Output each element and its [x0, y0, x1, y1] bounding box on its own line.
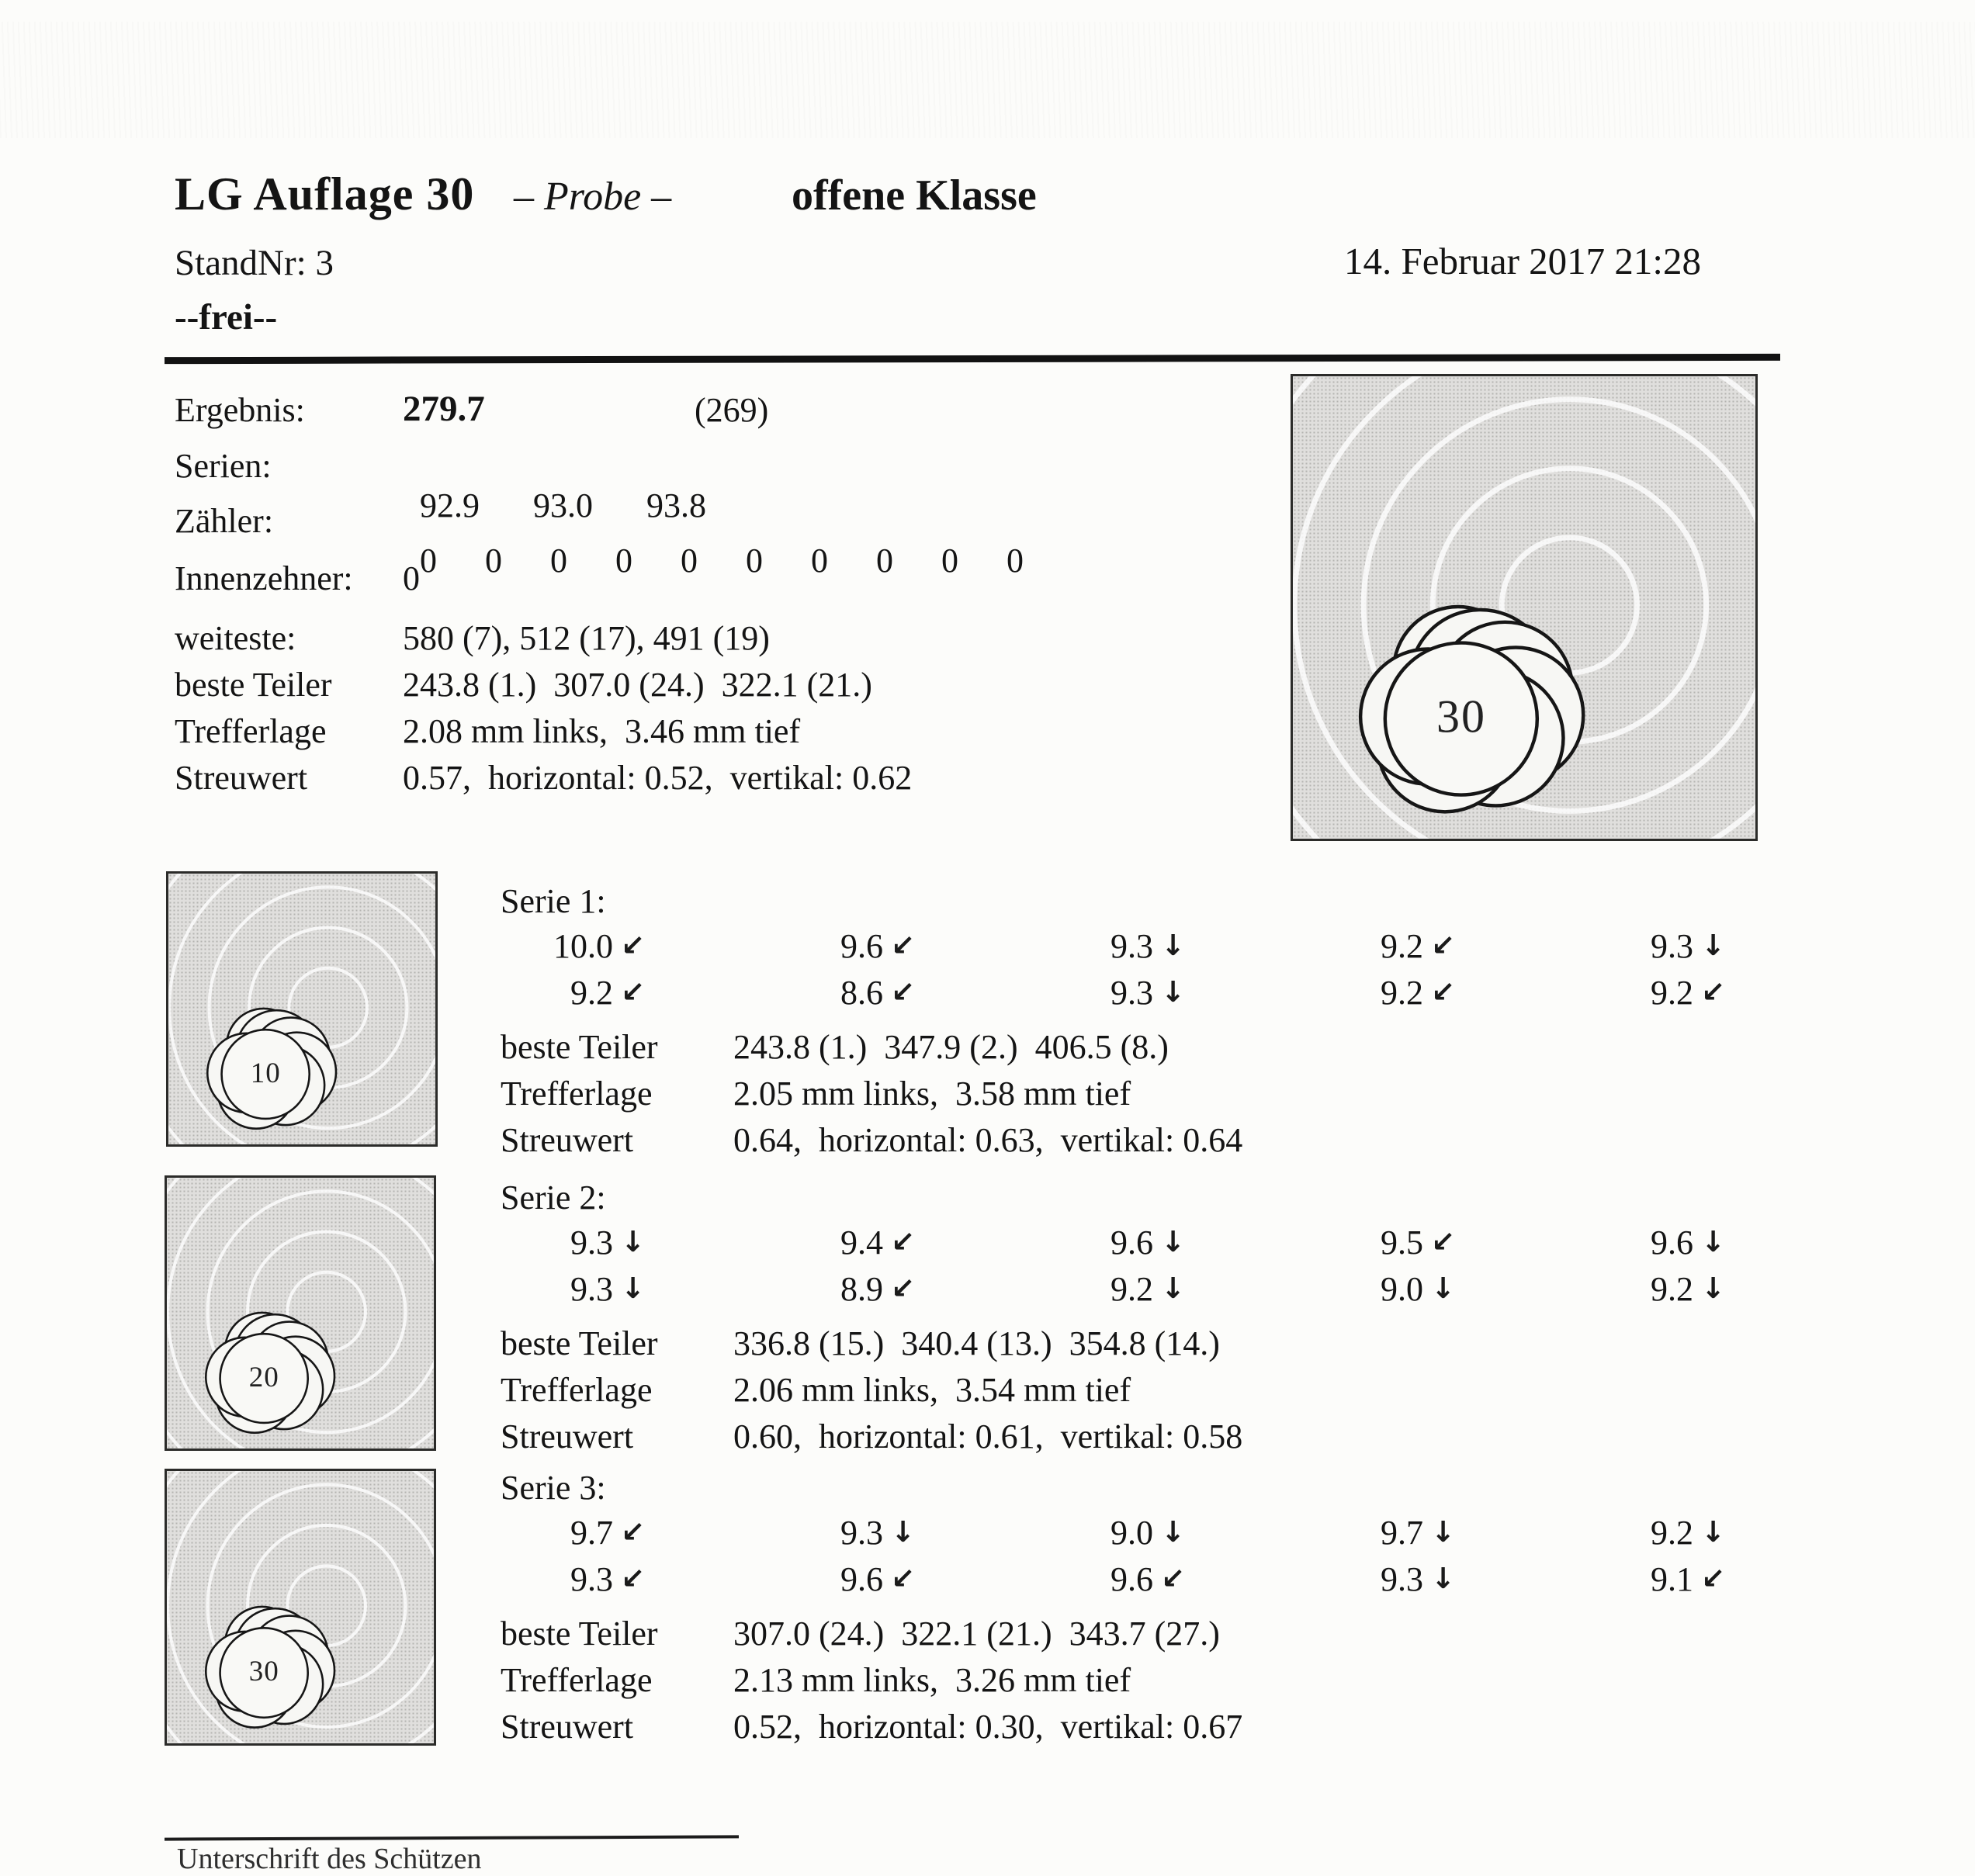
- target-shot-count-label: 20: [248, 1361, 279, 1393]
- shot-direction-arrow: ↓: [1701, 929, 1726, 962]
- zaehler-3: 0: [615, 542, 632, 580]
- shot-value: 9.2: [1651, 1270, 1693, 1308]
- shot-cell: [1577, 1269, 1847, 1309]
- shot-value: 9.3: [1111, 974, 1153, 1012]
- shot-value: 8.6: [840, 974, 883, 1012]
- shot-cell: [1307, 1513, 1577, 1552]
- serie-1-beste-teiler-value: 243.8 (1.) 347.9 (2.) 406.5 (8.): [733, 1028, 1169, 1066]
- target-rings-and-shots-graphic: [167, 1178, 434, 1449]
- serie-2-shot-row-1: [497, 1223, 1847, 1262]
- shot-direction-arrow: ↙: [891, 1272, 916, 1305]
- zaehler-9: 0: [1007, 542, 1024, 580]
- shot-direction-arrow: ↓: [1701, 1225, 1726, 1258]
- serie-1-title: Serie 1:: [501, 882, 606, 920]
- zaehler-4: 0: [681, 542, 698, 580]
- serie-2-beste-teiler-value: 336.8 (15.) 340.4 (13.) 354.8 (14.): [733, 1324, 1220, 1362]
- zaehler-label: Zähler:: [175, 502, 274, 540]
- target-rings-and-shots-graphic: [168, 874, 435, 1144]
- serie-3-streuwert-label: Streuwert: [501, 1708, 634, 1746]
- shot-direction-arrow: ↙: [621, 975, 646, 1009]
- shot-direction-arrow: ↓: [891, 1515, 916, 1549]
- shot-value: 9.7: [570, 1514, 613, 1552]
- weiteste-label: weiteste:: [175, 619, 296, 657]
- shot-cell: [767, 1269, 1037, 1309]
- shot-direction-arrow: ↓: [621, 1272, 646, 1305]
- shot-value: 9.6: [840, 927, 883, 965]
- serie-3-target-thumbnail: [165, 1469, 436, 1746]
- shot-direction-arrow: ↓: [1701, 1515, 1726, 1549]
- serie-3-beste-teiler-label: beste Teiler: [501, 1615, 658, 1653]
- shot-value: 8.9: [840, 1270, 883, 1308]
- shot-value: 9.2: [1651, 1514, 1693, 1552]
- serie-1-trefferlage-label: Trefferlage: [501, 1075, 653, 1113]
- serie-3-trefferlage-label: Trefferlage: [501, 1661, 653, 1699]
- serie-2-beste-teiler-label: beste Teiler: [501, 1324, 658, 1362]
- shot-direction-arrow: ↓: [1161, 1515, 1186, 1549]
- shot-direction-arrow: ↙: [621, 929, 646, 962]
- serie-3-streuwert-value: 0.52, horizontal: 0.30, vertikal: 0.67: [733, 1708, 1243, 1746]
- shot-value: 9.1: [1651, 1560, 1693, 1598]
- shot-cell: [1037, 973, 1307, 1012]
- serie-3-shot-row-2: [497, 1559, 1847, 1599]
- shot-direction-arrow: ↓: [1161, 1225, 1186, 1258]
- shot-value: 9.5: [1381, 1224, 1423, 1262]
- shot-direction-arrow: ↙: [621, 1515, 646, 1549]
- serie-1-trefferlage-value: 2.05 mm links, 3.58 mm tief: [733, 1075, 1131, 1113]
- shot-cell: [1037, 1559, 1307, 1599]
- shot-direction-arrow: ↓: [1431, 1515, 1456, 1549]
- shot-cell: [767, 1513, 1037, 1552]
- streuwert-value: 0.57, horizontal: 0.52, vertikal: 0.62: [403, 759, 913, 797]
- ergebnis-label: Ergebnis:: [175, 391, 305, 429]
- shot-value: 9.6: [840, 1560, 883, 1598]
- shot-cell: [1037, 1223, 1307, 1262]
- probe-subtitle: – Probe –: [514, 175, 672, 219]
- ergebnis-paren-value: (269): [695, 391, 769, 429]
- shot-cell: [1577, 1223, 1847, 1262]
- shot-cell: [1577, 973, 1847, 1012]
- zaehler-6: 0: [811, 542, 828, 580]
- trefferlage-label: Trefferlage: [175, 712, 327, 750]
- shot-value: 9.6: [1651, 1224, 1693, 1262]
- zaehler-1: 0: [485, 542, 502, 580]
- zaehler-0: 0: [420, 542, 437, 580]
- shot-cell: [497, 1223, 767, 1262]
- serie-2-trefferlage-label: Trefferlage: [501, 1371, 653, 1409]
- serie-1-shot-row-1: [497, 926, 1847, 966]
- shot-cell: [767, 1559, 1037, 1599]
- shot-cell: [1037, 1269, 1307, 1309]
- stand-number: StandNr: 3: [175, 243, 334, 283]
- serie-1-shot-row-2: [497, 973, 1847, 1012]
- serie-3-title: Serie 3:: [501, 1469, 606, 1507]
- zaehler-5: 0: [746, 542, 763, 580]
- serie-2-shot-row-2: [497, 1269, 1847, 1309]
- zaehler-8: 0: [941, 542, 958, 580]
- shot-value: 9.3: [570, 1560, 613, 1598]
- page-title: LG Auflage 30: [175, 168, 475, 220]
- header-rule: [165, 354, 1780, 364]
- shot-cell: [1577, 1513, 1847, 1552]
- serie-2-trefferlage-value: 2.06 mm links, 3.54 mm tief: [733, 1371, 1131, 1409]
- shot-cell: [1307, 973, 1577, 1012]
- shot-value: 9.6: [1111, 1224, 1153, 1262]
- shot-cell: [767, 973, 1037, 1012]
- class-label: offene Klasse: [792, 171, 1037, 220]
- shot-value: 9.2: [1651, 974, 1693, 1012]
- serie-sum-3: 93.8: [646, 486, 706, 524]
- shot-direction-arrow: ↙: [891, 1562, 916, 1595]
- shot-value: 10.0: [553, 927, 613, 965]
- shot-value: 9.3: [1651, 927, 1693, 965]
- target-shot-count-label: 30: [1436, 691, 1486, 742]
- shot-value: 9.3: [1111, 927, 1153, 965]
- shot-value: 9.4: [840, 1224, 883, 1262]
- shot-direction-arrow: ↙: [1431, 975, 1456, 1009]
- shot-direction-arrow: ↓: [1701, 1272, 1726, 1305]
- shot-value: 9.2: [570, 974, 613, 1012]
- serie-3-beste-teiler-value: 307.0 (24.) 322.1 (21.) 343.7 (27.): [733, 1615, 1220, 1653]
- shot-value: 9.0: [1111, 1514, 1153, 1552]
- shot-cell: [497, 926, 767, 966]
- trefferlage-value: 2.08 mm links, 3.46 mm tief: [403, 712, 801, 750]
- target-shot-count-label: 10: [250, 1057, 281, 1089]
- zaehler-values: [403, 501, 1072, 580]
- shot-value: 9.7: [1381, 1514, 1423, 1552]
- shot-direction-arrow: ↓: [1161, 1272, 1186, 1305]
- shot-value: 9.2: [1111, 1270, 1153, 1308]
- shot-direction-arrow: ↙: [621, 1562, 646, 1595]
- streuwert-label: Streuwert: [175, 759, 308, 797]
- main-target-image: [1291, 374, 1758, 841]
- shot-cell: [1037, 1513, 1307, 1552]
- shot-direction-arrow: ↙: [891, 1225, 916, 1258]
- serien-label: Serien:: [175, 447, 272, 485]
- serie-sum-1: 92.9: [420, 486, 480, 524]
- shot-value: 9.6: [1111, 1560, 1153, 1598]
- serie-1-streuwert-label: Streuwert: [501, 1121, 634, 1159]
- beste-teiler-label: beste Teiler: [175, 666, 332, 704]
- shot-cell: [767, 1223, 1037, 1262]
- shot-cell: [497, 1269, 767, 1309]
- shot-cell: [1037, 926, 1307, 966]
- shot-direction-arrow: ↙: [891, 929, 916, 962]
- target-rings-and-shots-graphic: [167, 1471, 434, 1743]
- shot-direction-arrow: ↓: [621, 1225, 646, 1258]
- ergebnis-value: 279.7: [403, 389, 485, 429]
- serie-3-shot-row-1: [497, 1513, 1847, 1552]
- weiteste-value: 580 (7), 512 (17), 491 (19): [403, 619, 770, 657]
- status-frei: --frei--: [175, 297, 278, 337]
- shot-value: 9.2: [1381, 927, 1423, 965]
- shot-value: 9.3: [570, 1270, 613, 1308]
- serie-2-streuwert-label: Streuwert: [501, 1417, 634, 1455]
- beste-teiler-value: 243.8 (1.) 307.0 (24.) 322.1 (21.): [403, 666, 872, 704]
- innenzehner-label: Innenzehner:: [175, 559, 353, 597]
- shot-direction-arrow: ↓: [1161, 975, 1186, 1009]
- shot-value: 9.0: [1381, 1270, 1423, 1308]
- shot-value: 9.2: [1381, 974, 1423, 1012]
- shot-cell: [1307, 926, 1577, 966]
- serie-1-target-thumbnail: [166, 871, 438, 1147]
- target-rings-and-shots-graphic: [1293, 376, 1755, 839]
- shot-value: 9.3: [570, 1224, 613, 1262]
- shot-cell: [1307, 1559, 1577, 1599]
- serie-2-title: Serie 2:: [501, 1179, 606, 1217]
- shot-direction-arrow: ↙: [1431, 1225, 1456, 1258]
- serie-sum-2: 93.0: [533, 486, 593, 524]
- shot-cell: [767, 926, 1037, 966]
- serie-1-beste-teiler-label: beste Teiler: [501, 1028, 658, 1066]
- shot-direction-arrow: ↓: [1161, 929, 1186, 962]
- serie-2-streuwert-value: 0.60, horizontal: 0.61, vertikal: 0.58: [733, 1417, 1243, 1455]
- serie-1-streuwert-value: 0.64, horizontal: 0.63, vertikal: 0.64: [733, 1121, 1243, 1159]
- shot-direction-arrow: ↓: [1431, 1562, 1456, 1595]
- zaehler-7: 0: [876, 542, 893, 580]
- shot-direction-arrow: ↙: [891, 975, 916, 1009]
- shot-value: 9.3: [840, 1514, 883, 1552]
- date-time: 14. Februar 2017 21:28: [1344, 240, 1701, 282]
- shot-value: 9.3: [1381, 1560, 1423, 1598]
- shot-cell: [1307, 1269, 1577, 1309]
- shot-cell: [1307, 1223, 1577, 1262]
- shot-cell: [497, 973, 767, 1012]
- shot-direction-arrow: ↙: [1431, 929, 1456, 962]
- shot-cell: [1577, 1559, 1847, 1599]
- shot-cell: [497, 1513, 767, 1552]
- shot-cell: [1577, 926, 1847, 966]
- innenzehner-value: 0: [403, 559, 420, 597]
- scan-noise-band: [0, 22, 1975, 138]
- target-shot-count-label: 30: [248, 1655, 279, 1687]
- shot-direction-arrow: ↙: [1701, 975, 1726, 1009]
- shot-direction-arrow: ↙: [1161, 1562, 1186, 1595]
- shot-direction-arrow: ↓: [1431, 1272, 1456, 1305]
- shot-direction-arrow: ↙: [1701, 1562, 1726, 1595]
- serie-2-target-thumbnail: [165, 1175, 436, 1451]
- signature-label: Unterschrift des Schützen: [177, 1843, 482, 1875]
- serie-3-trefferlage-value: 2.13 mm links, 3.26 mm tief: [733, 1661, 1131, 1699]
- zaehler-2: 0: [550, 542, 567, 580]
- shot-cell: [497, 1559, 767, 1599]
- signature-line: [165, 1835, 739, 1840]
